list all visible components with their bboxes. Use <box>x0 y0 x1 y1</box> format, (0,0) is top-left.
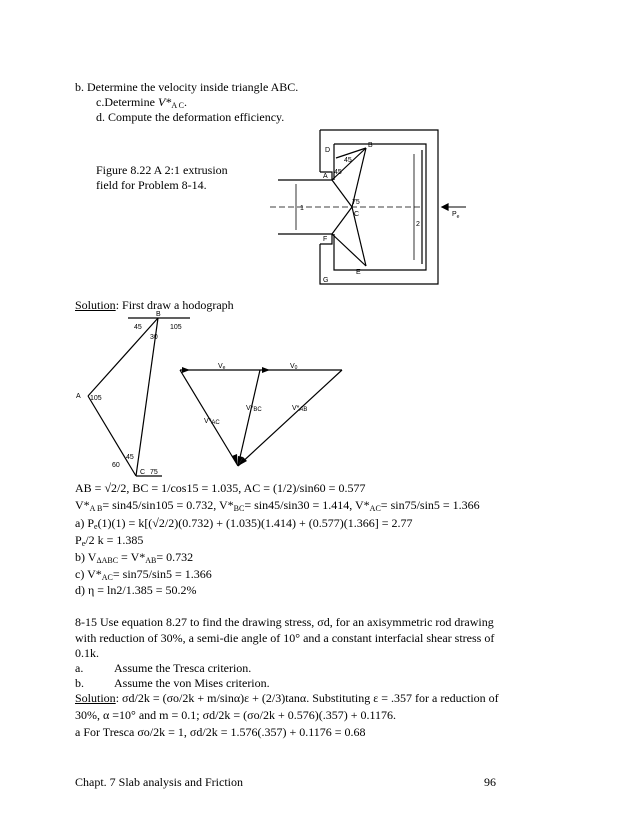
problem-item-b-text: Assume the von Mises criterion. <box>114 676 270 690</box>
label-force-sub: e <box>456 214 460 220</box>
hodo-vac-sub: AC <box>211 420 220 426</box>
problem-solution-label: Solution <box>75 691 116 705</box>
hodo-vo <box>290 363 298 371</box>
r3-sub: e <box>94 522 98 531</box>
problem-item-b <box>75 676 84 690</box>
r4-b: /2 k = 1.385 <box>85 533 144 547</box>
velocity-vbc <box>238 370 260 466</box>
triangle-side-BC <box>136 318 158 476</box>
hodo-ve <box>218 363 226 371</box>
r2-c: = sin45/sin30 = 1.414, V* <box>244 498 370 512</box>
hodo-vo-sub: 0 <box>294 365 298 371</box>
r3-a: a) P <box>75 516 94 530</box>
label-F: F <box>323 236 328 243</box>
hodo-angle-45-top: 45 <box>134 324 142 331</box>
problem-item-a <box>75 661 83 675</box>
question-d: d. Compute the deformation efficiency. <box>96 110 285 124</box>
label-angle-c: 75 <box>352 199 360 206</box>
label-A: A <box>323 173 328 180</box>
figure-caption-line2: field for Problem 8-14. <box>96 178 207 192</box>
hodo-vac-v: V* <box>204 418 212 425</box>
r6-sub: AC <box>101 573 113 582</box>
item-b-label: b. <box>75 676 84 690</box>
label-dim-1: 1 <box>300 205 304 212</box>
result-line-3 <box>75 516 413 534</box>
label-G: G <box>323 277 329 284</box>
r2-b: = sin45/sin105 = 0.732, V* <box>102 498 234 512</box>
label-angle-mid: 45 <box>334 169 342 176</box>
r4-sub: e <box>81 539 86 548</box>
r5-sub: ΔABC <box>96 556 119 565</box>
velocity-vab <box>238 370 342 466</box>
problem-solution-text: : σd/2k = (σo/2k + m/sinα)ε + (2/3)tanα. Substituting ε = .357 for a reduction of <box>115 691 499 705</box>
hodo-vab-v: V* <box>292 405 300 412</box>
footer-title: Chapt. 7 Slab analysis and Friction <box>75 775 243 789</box>
label-C: C <box>354 211 360 218</box>
r5-c: = 0.732 <box>156 550 194 564</box>
hodo-label-C: C <box>140 469 146 476</box>
r2-d: = sin75/sin5 = 1.366 <box>380 498 480 512</box>
question-b: b. Determine the velocity inside triangle ABC. <box>75 80 299 94</box>
hodo-angle-105-top: 105 <box>170 324 182 331</box>
r4-a: P <box>75 533 82 547</box>
result-line-4 <box>75 533 143 551</box>
label-force-p: P <box>452 211 457 218</box>
extrusion-figure <box>270 124 470 290</box>
hodo-vac <box>204 418 220 426</box>
hodo-vab <box>292 405 307 413</box>
problem-line-2: with reduction of 30%, a semi-die angle of 10° and a constant interfacial shear stress of <box>75 631 495 645</box>
r5-b: = V* <box>118 550 146 564</box>
label-E: E <box>356 269 361 276</box>
hodo-angle-30: 30 <box>150 334 158 341</box>
solution-text: : First draw a hodograph <box>115 298 234 312</box>
footer-page-number: 96 <box>484 775 496 789</box>
problem-line-3: 0.1k. <box>75 646 99 660</box>
hodo-vbc-v: V* <box>246 405 254 412</box>
die-throat <box>320 172 332 244</box>
result-line-7: d) η = ln2/1.385 = 50.2% <box>75 583 197 597</box>
field-line-FC <box>332 207 352 234</box>
label-dim-2: 2 <box>416 221 420 228</box>
hodograph <box>70 308 370 480</box>
solution-label: Solution <box>75 298 116 312</box>
result-line-1: AB = √2/2, BC = 1/cos15 = 1.035, AC = (1/2)/sin60 = 0.577 <box>75 481 366 495</box>
hodo-vbc-sub: BC <box>253 407 262 413</box>
label-B: B <box>368 142 373 149</box>
problem-line-1: 8-15 Use equation 8.27 to find the drawing stress, σd, for an axisymmetric rod drawing <box>75 615 494 629</box>
problem-solution-line-3: a For Tresca σo/2k = 1, σd/2k = 1.576(.357) + 0.1176 = 0.68 <box>75 725 366 739</box>
r2-a: V* <box>75 498 90 512</box>
hodo-angle-105-left: 105 <box>90 395 102 402</box>
r5-sub2: AB <box>145 556 157 565</box>
label-D: D <box>325 147 331 154</box>
r6-a: c) V* <box>75 567 102 581</box>
field-line-FE <box>332 234 366 266</box>
r6-b: = sin75/sin5 = 1.366 <box>112 567 212 581</box>
hodo-angle-60: 60 <box>112 462 120 469</box>
hodo-label-A: A <box>76 393 81 400</box>
item-a-label: a. <box>75 661 84 675</box>
problem-item-a-text: Assume the Tresca criterion. <box>114 661 252 675</box>
r2-c-sub: AC <box>369 504 381 513</box>
label-angle-top: 45 <box>344 157 352 164</box>
r2-a-sub: A B <box>89 504 103 513</box>
hodo-vab-sub: AB <box>299 407 308 413</box>
hodo-label-B: B <box>156 311 161 318</box>
r3-b: (1)(1) = k[(√2/2)(0.732) + (1.035)(1.414) + (0.577)(1.366] = 2.77 <box>97 516 413 530</box>
hodo-ve-sub: e <box>222 365 226 371</box>
problem-solution-line-1 <box>75 691 499 705</box>
question-c-text: c.Determine <box>96 95 158 109</box>
figure-caption-line1: Figure 8.22 A 2:1 extrusion <box>96 163 228 177</box>
hodo-vo-v: V <box>290 363 295 370</box>
r2-b-sub: BC <box>233 504 245 513</box>
question-c-sub: A C <box>171 101 184 110</box>
r5-a: b) V <box>75 550 97 564</box>
result-line-5 <box>75 550 193 568</box>
result-line-2 <box>75 498 480 516</box>
hodo-angle-45-bottom: 45 <box>126 454 134 461</box>
question-c-var: V* <box>157 95 172 109</box>
label-force <box>452 211 460 220</box>
question-c-end: . <box>183 95 187 109</box>
problem-solution-line-2: 30%, α =10° and m = 0.1; σd/2k = (σo/2k + 0.576)(.357) + 0.1176. <box>75 708 397 722</box>
hodo-angle-75: 75 <box>150 469 158 476</box>
hodo-ve-v: V <box>218 363 223 370</box>
hodo-vbc <box>246 405 262 413</box>
triangle-side-BA <box>88 318 158 396</box>
field-line-AC <box>332 180 352 207</box>
